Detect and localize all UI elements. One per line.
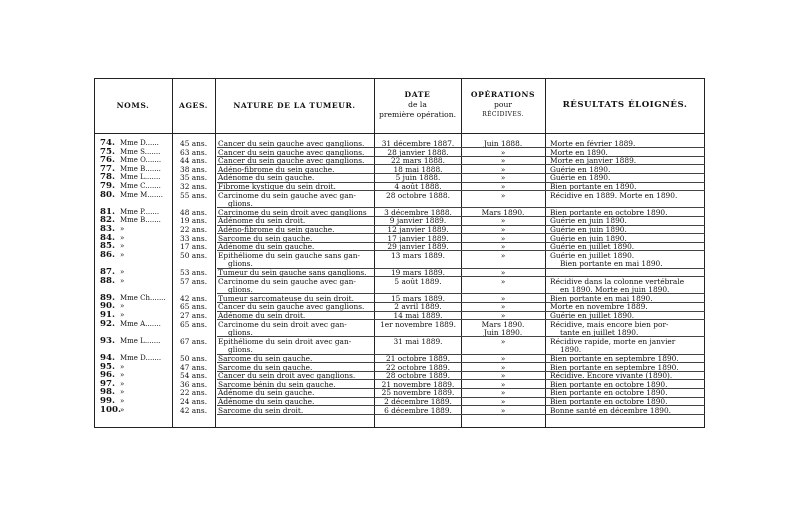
header-ages: AGES. bbox=[178, 101, 209, 110]
operation-date: 17 janvier 1889. bbox=[387, 233, 449, 243]
operation-date: 2 décembre 1889. bbox=[384, 397, 452, 406]
operation-date: 19 mars 1889. bbox=[390, 268, 445, 277]
patient-name: Mme P....... bbox=[120, 207, 160, 216]
patient-age: 32 ans. bbox=[180, 182, 208, 191]
patient-age: 65 ans. bbox=[180, 319, 208, 329]
header-nature: NATURE DE LA TUMEUR. bbox=[233, 101, 356, 110]
patient-name: Mme D...... bbox=[120, 139, 159, 147]
patient-name: » bbox=[120, 397, 125, 405]
patient-age: 55 ans. bbox=[180, 190, 208, 200]
long-term-result: Bien portante en octobre 1890. bbox=[550, 397, 668, 406]
operation-date: 29 janvier 1889. bbox=[387, 242, 449, 252]
tumor-nature: Cancer du sein gauche avec ganglions. bbox=[218, 139, 365, 148]
tumor-nature: Carcinome du sein droit avec gan- bbox=[218, 319, 347, 329]
recurrence-operations: » bbox=[500, 164, 506, 174]
patient-name: Mme O....... bbox=[120, 156, 162, 165]
long-term-result: Morte en février 1889. bbox=[550, 139, 636, 148]
recurrence-operations: Mars 1890. bbox=[481, 207, 525, 217]
recurrence-operations: » bbox=[500, 276, 506, 286]
row-number: 93. bbox=[100, 335, 115, 346]
patient-name: » bbox=[120, 388, 125, 397]
long-term-result: Bien portante en octobre 1890. bbox=[550, 388, 668, 398]
row-number: 97. bbox=[100, 378, 115, 389]
patient-name: » bbox=[120, 405, 125, 414]
recurrence-operations: » bbox=[500, 242, 506, 252]
tumor-nature: Sarcome du sein gauche. bbox=[218, 362, 313, 372]
recurrence-operations: » bbox=[500, 233, 506, 243]
operation-date: 4 août 1888. bbox=[394, 182, 442, 191]
recurrence-operations: » bbox=[500, 302, 506, 312]
recurrence-operations: » bbox=[500, 147, 506, 157]
operation-date: 18 mai 1888. bbox=[393, 164, 443, 174]
tumor-nature: Sarcome bénin du sein gauche. bbox=[218, 379, 336, 389]
long-term-result: Guérie en 1890. bbox=[550, 164, 611, 174]
long-term-result: Récidive dans la colonne vertébrale bbox=[550, 276, 685, 286]
tumor-nature: Epithéliome du sein droit avec gan- bbox=[218, 336, 352, 346]
patient-age: 54 ans. bbox=[180, 371, 208, 381]
tumor-nature: Cancer du sein gauche avec ganglions. bbox=[218, 302, 365, 312]
tumor-nature: Adéno-fibrome du sein gauche. bbox=[218, 164, 335, 174]
patient-name: Mme M....... bbox=[120, 190, 163, 199]
recurrence-operations: » bbox=[500, 250, 506, 260]
long-term-result: Morte en janvier 1889. bbox=[550, 156, 637, 166]
row-number: 76. bbox=[100, 155, 115, 166]
recurrence-operations: » bbox=[500, 293, 506, 303]
header-operations-line1: OPÉRATIONS bbox=[470, 90, 536, 99]
patient-age: 50 ans. bbox=[180, 354, 208, 363]
patient-name: Mme B....... bbox=[120, 216, 161, 225]
long-term-result: Récidive en 1889. Morte en 1890. bbox=[550, 190, 678, 200]
row-number: 96. bbox=[100, 370, 115, 381]
operation-date: 13 mars 1889. bbox=[390, 250, 445, 260]
row-number: 95. bbox=[100, 361, 115, 372]
row-number: 100. bbox=[100, 404, 121, 415]
long-term-result: Bien portante en septembre 1890. bbox=[550, 354, 679, 363]
tumor-nature: Carcinome du sein gauche avec gan- bbox=[218, 190, 356, 200]
header-date-line2: de la bbox=[408, 100, 427, 109]
patient-age: 42 ans. bbox=[180, 293, 208, 303]
long-term-result: Guérie en juillet 1890. bbox=[550, 250, 635, 260]
operation-date: 5 août 1889. bbox=[394, 276, 442, 286]
row-number: 92. bbox=[100, 318, 115, 329]
tumor-nature: Adénome du sein droit. bbox=[218, 311, 306, 320]
tumor-nature-continuation: glions. bbox=[228, 199, 253, 209]
tumor-nature: Cancer du sein gauche avec ganglions. bbox=[218, 147, 365, 157]
row-number: 77. bbox=[100, 163, 115, 174]
patient-age: 57 ans. bbox=[180, 276, 208, 286]
patient-name: Mme A....... bbox=[120, 319, 161, 328]
tumor-nature: Sarcome du sein droit. bbox=[218, 405, 304, 415]
tumor-nature: Adénome du sein gauche. bbox=[218, 242, 315, 252]
long-term-result: Récidive, mais encore bien por- bbox=[550, 319, 669, 329]
row-number: 88. bbox=[100, 275, 115, 286]
recurrence-operations: » bbox=[500, 173, 506, 183]
tumor-nature: Epithéliome du sein gauche sans gan- bbox=[218, 250, 360, 260]
patient-age: 24 ans. bbox=[180, 397, 208, 406]
operation-date: 3 décembre 1888. bbox=[384, 207, 452, 217]
long-term-result: Morte en novembre 1889. bbox=[550, 302, 648, 312]
patient-age: 35 ans. bbox=[180, 173, 208, 183]
long-term-result: Morte en 1890. bbox=[550, 147, 608, 157]
patient-age: 19 ans. bbox=[180, 216, 208, 226]
header-noms: NOMS. bbox=[116, 101, 150, 110]
row-number: 90. bbox=[100, 301, 115, 312]
operation-date: 28 janvier 1888. bbox=[387, 147, 449, 157]
recurrence-operations: » bbox=[500, 156, 506, 166]
tumor-nature: Cancer du sein gauche avec ganglions. bbox=[218, 156, 365, 166]
patient-age: 47 ans. bbox=[180, 362, 208, 372]
header-date-line1: DATE bbox=[404, 90, 431, 99]
operation-date: 31 mai 1889. bbox=[393, 336, 443, 346]
patient-age: 42 ans. bbox=[180, 405, 208, 415]
patient-age: 67 ans. bbox=[180, 336, 208, 346]
tumor-nature: Adénome du sein gauche. bbox=[218, 388, 315, 398]
patient-age: 22 ans. bbox=[180, 388, 208, 398]
row-number: 81. bbox=[100, 206, 115, 217]
row-number: 98. bbox=[100, 387, 115, 398]
patient-name: » bbox=[120, 362, 125, 371]
patient-age: 22 ans. bbox=[180, 225, 208, 234]
long-term-result: Bien portante en 1890. bbox=[550, 182, 637, 191]
row-number: 89. bbox=[100, 292, 115, 303]
operation-date: 2 avril 1889. bbox=[394, 302, 442, 312]
patient-name: Mme Ch....... bbox=[120, 293, 166, 302]
operation-date: 22 octobre 1889. bbox=[386, 362, 450, 372]
row-number: 75. bbox=[100, 146, 115, 157]
long-term-result: Guérie en juin 1890. bbox=[550, 225, 627, 234]
long-term-result: Guérie en 1890. bbox=[550, 173, 611, 183]
patient-name: Mme D....... bbox=[120, 354, 162, 362]
patient-name: » bbox=[120, 302, 125, 311]
long-term-result-continuation: tante en juillet 1890. bbox=[560, 328, 639, 338]
patient-name: » bbox=[120, 379, 125, 388]
tumor-nature: Sarcome du sein gauche. bbox=[218, 233, 313, 243]
operation-date: 6 décembre 1889. bbox=[384, 405, 452, 415]
patient-name: » bbox=[120, 276, 125, 285]
patient-name: Mme L....... bbox=[120, 336, 161, 345]
long-term-result: Guérie en juin 1890. bbox=[550, 233, 627, 243]
long-term-result: Bonne santé en décembre 1890. bbox=[550, 405, 672, 415]
tumor-nature: Fibrome kystique du sein droit. bbox=[218, 182, 336, 191]
patient-name: Mme C....... bbox=[120, 182, 161, 190]
recurrence-operations: » bbox=[500, 190, 506, 200]
operation-date: 15 mars 1889. bbox=[390, 293, 445, 303]
tumor-nature-continuation: glions. bbox=[228, 259, 253, 269]
operation-date: 12 janvier 1889. bbox=[387, 225, 449, 234]
operation-date: 9 janvier 1889. bbox=[389, 216, 447, 226]
patient-age: 44 ans. bbox=[180, 156, 208, 166]
tumor-nature: Adéno-fibrome du sein gauche. bbox=[218, 225, 335, 234]
operation-date: 28 octobre 1888. bbox=[386, 190, 450, 200]
recurrence-operations: » bbox=[500, 268, 506, 277]
operation-date: 1er novembre 1889. bbox=[380, 319, 456, 329]
tumor-nature: Adénome du sein gauche. bbox=[218, 397, 315, 406]
operation-date: 5 juin 1888. bbox=[395, 173, 441, 183]
row-number: 87. bbox=[100, 267, 115, 277]
recurrence-operations: » bbox=[500, 216, 506, 226]
recurrence-operations: Mars 1890. bbox=[481, 319, 525, 329]
row-number: 85. bbox=[100, 241, 115, 252]
recurrence-operations: » bbox=[500, 388, 506, 398]
operation-date: 28 octobre 1889. bbox=[386, 371, 450, 381]
row-number: 80. bbox=[100, 189, 115, 200]
patient-age: 45 ans. bbox=[180, 139, 208, 148]
patient-age: 50 ans. bbox=[180, 250, 208, 260]
patient-name: » bbox=[120, 242, 125, 251]
tumor-nature: Sarcome du sein gauche. bbox=[218, 354, 313, 363]
operation-date: 25 novembre 1889. bbox=[381, 388, 455, 398]
tumor-nature: Carcinome du sein droit avec ganglions bbox=[218, 207, 367, 217]
row-number: 74. bbox=[100, 138, 115, 148]
row-number: 94. bbox=[100, 353, 115, 363]
long-term-result-continuation: Bien portante en mai 1890. bbox=[560, 259, 663, 269]
recurrence-operations: Juin 1888. bbox=[483, 139, 523, 148]
tumor-nature: Adénome du sein droit. bbox=[218, 216, 306, 226]
recurrence-operations: » bbox=[500, 405, 506, 415]
row-number: 91. bbox=[100, 310, 115, 320]
long-term-result: Bien portante en octobre 1890. bbox=[550, 379, 668, 389]
patient-age: 17 ans. bbox=[180, 242, 208, 252]
row-number: 79. bbox=[100, 181, 115, 191]
row-number: 99. bbox=[100, 396, 115, 406]
long-term-result: Guérie en juillet 1890. bbox=[550, 311, 635, 320]
recurrence-operations-continuation: Juin 1890. bbox=[483, 328, 523, 338]
operation-date: 14 mai 1889. bbox=[393, 311, 443, 320]
header-date-line3: première opération. bbox=[378, 110, 457, 119]
row-number: 84. bbox=[100, 232, 115, 243]
long-term-result: Guérie en juin 1890. bbox=[550, 216, 627, 226]
header-rule bbox=[94, 133, 705, 134]
header-operations-line2: pour bbox=[494, 100, 512, 109]
patient-age: 65 ans. bbox=[180, 302, 208, 312]
row-rule bbox=[217, 414, 705, 415]
operation-date: 22 mars 1888. bbox=[390, 156, 445, 166]
patient-age: 48 ans. bbox=[180, 207, 208, 217]
patient-name: » bbox=[120, 225, 125, 233]
operation-date: 21 octobre 1889. bbox=[386, 354, 450, 363]
operation-date: 21 novembre 1889. bbox=[381, 379, 455, 389]
recurrence-operations: » bbox=[500, 379, 506, 389]
header-results: RÉSULTATS ÉLOIGNÉS. bbox=[562, 100, 688, 110]
patient-name: Mme S....... bbox=[120, 147, 161, 156]
patient-name: Mme B....... bbox=[120, 164, 161, 173]
patient-name: » bbox=[120, 371, 125, 380]
tumor-nature: Cancer du sein droit avec ganglions. bbox=[218, 371, 356, 381]
patient-age: 63 ans. bbox=[180, 147, 208, 157]
patient-age: 53 ans. bbox=[180, 268, 208, 277]
patient-age: 27 ans. bbox=[180, 311, 208, 320]
patient-name: » bbox=[120, 250, 125, 259]
tumor-nature-continuation: glions. bbox=[228, 285, 253, 295]
recurrence-operations: » bbox=[500, 354, 506, 363]
tumor-nature-continuation: glions. bbox=[228, 345, 253, 355]
patient-age: 36 ans. bbox=[180, 379, 208, 389]
recurrence-operations: » bbox=[500, 362, 506, 372]
row-number: 86. bbox=[100, 249, 115, 260]
row-number: 78. bbox=[100, 172, 115, 183]
patient-name: » bbox=[120, 268, 125, 276]
recurrence-operations: » bbox=[500, 336, 506, 346]
long-term-result: Bien portante en octobre 1890. bbox=[550, 207, 668, 217]
recurrence-operations: » bbox=[500, 371, 506, 381]
patient-name: Mme L....... bbox=[120, 173, 161, 182]
long-term-result-continuation: en 1890. Morte en juin 1890. bbox=[560, 285, 670, 295]
row-number: 83. bbox=[100, 224, 115, 234]
recurrence-operations: » bbox=[500, 397, 506, 406]
patient-name: » bbox=[120, 311, 125, 319]
long-term-result: Guérie en juillet 1890. bbox=[550, 242, 635, 252]
row-number: 82. bbox=[100, 215, 115, 226]
tumor-nature: Tumeur sarcomateuse du sein droit. bbox=[218, 293, 354, 303]
patient-name: » bbox=[120, 233, 125, 242]
recurrence-operations: » bbox=[500, 311, 506, 320]
recurrence-operations: » bbox=[500, 225, 506, 234]
header-operations-line3: RÉCIDIVES. bbox=[482, 111, 524, 118]
tumor-nature: Tumeur du sein gauche sans ganglions. bbox=[218, 268, 367, 277]
long-term-result: Bien portante en mai 1890. bbox=[550, 293, 653, 303]
tumor-nature-continuation: glions. bbox=[228, 328, 253, 338]
long-term-result: Bien portante en septembre 1890. bbox=[550, 362, 679, 372]
tumor-nature: Adénome du sein gauche. bbox=[218, 173, 315, 183]
long-term-result: Récidive rapide, morte en janvier bbox=[550, 336, 676, 346]
long-term-result: Récidive. Encore vivante (1890). bbox=[550, 371, 673, 381]
tumor-nature: Carcinome du sein gauche avec gan- bbox=[218, 276, 356, 286]
operation-date: 31 décembre 1887. bbox=[381, 139, 455, 148]
patient-age: 38 ans. bbox=[180, 164, 208, 174]
long-term-result-continuation: 1890. bbox=[560, 345, 582, 355]
patient-age: 33 ans. bbox=[180, 233, 208, 243]
recurrence-operations: » bbox=[500, 182, 506, 191]
